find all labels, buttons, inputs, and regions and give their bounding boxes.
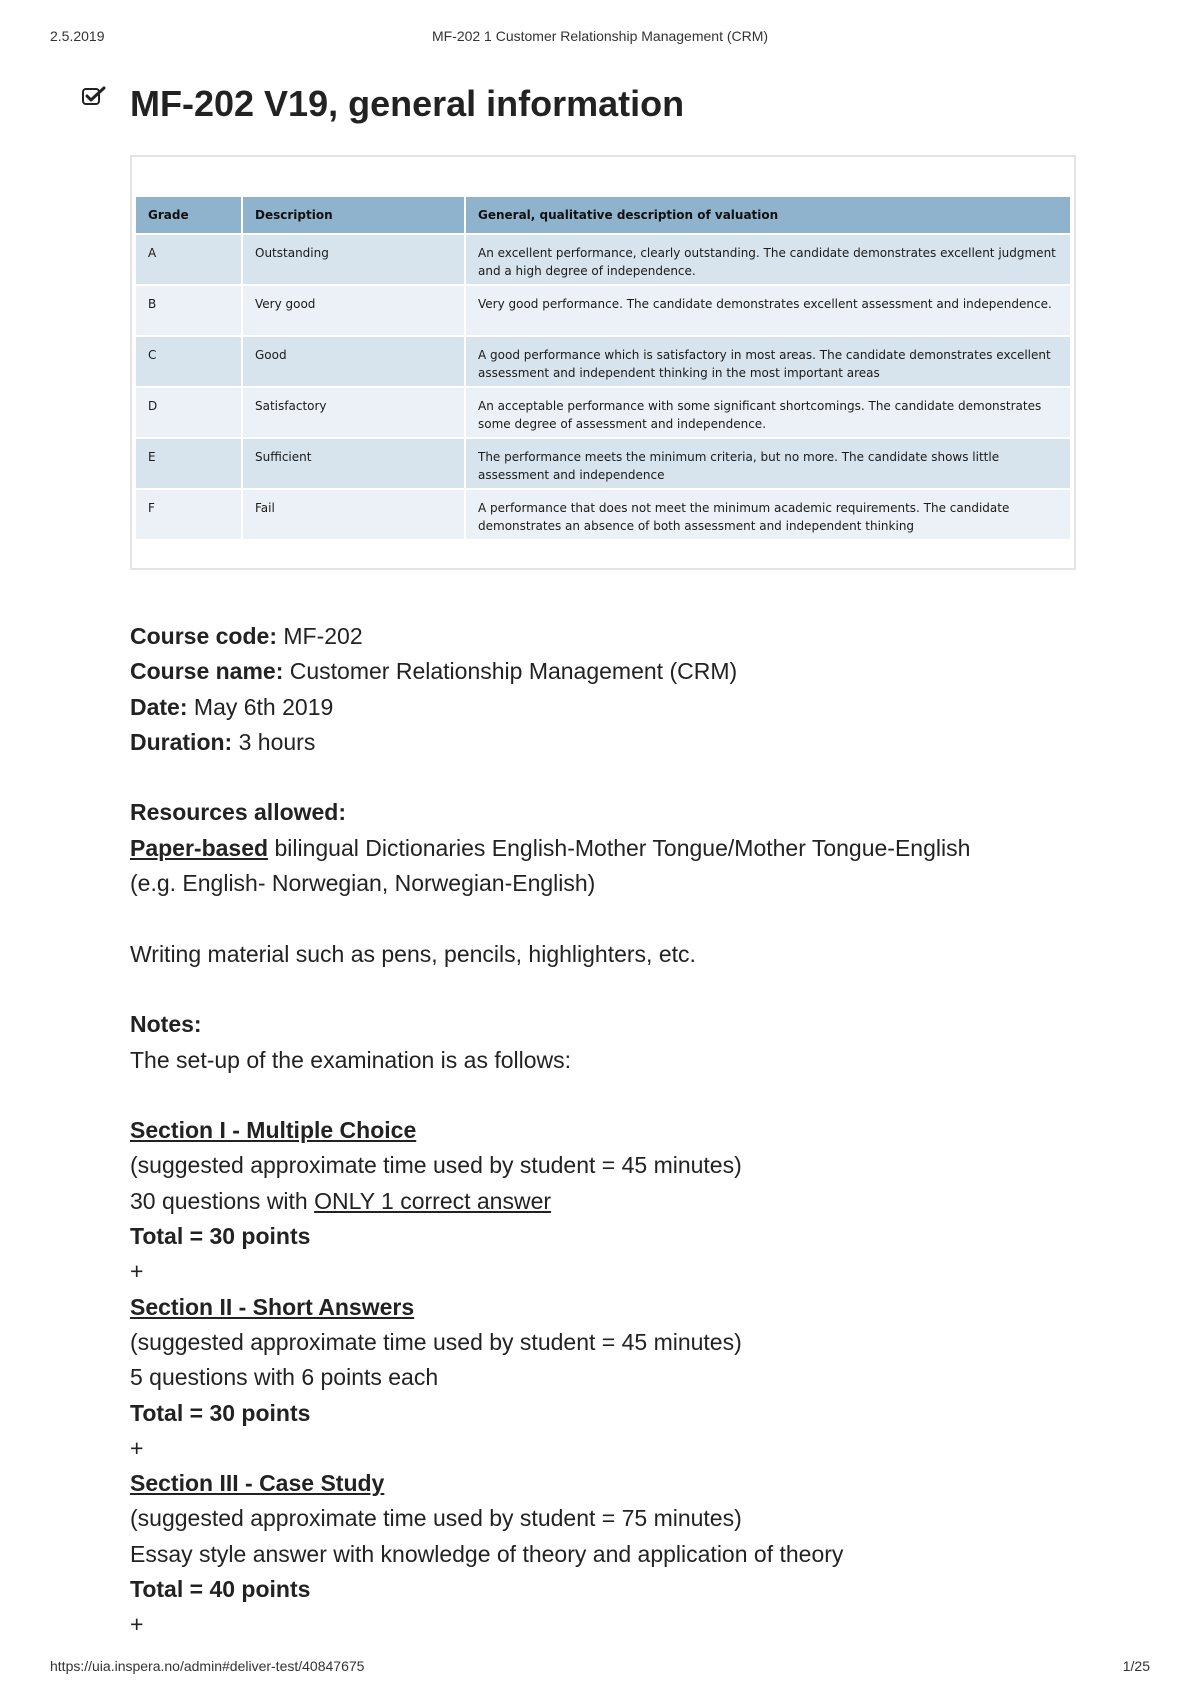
notes-setup: The set-up of the examination is as follows: xyxy=(130,1046,572,1073)
grade-cell: B xyxy=(136,285,242,336)
duration-value: 3 hours xyxy=(238,728,316,755)
print-header xyxy=(0,28,1200,48)
valuation-cell: Very good performance. The candidate demonstrates excellent assessment and independence. xyxy=(465,285,1070,336)
resources-heading: Resources allowed: xyxy=(130,799,347,826)
table-row xyxy=(136,438,1070,489)
description-cell: Outstanding xyxy=(242,234,465,285)
table-row xyxy=(136,234,1070,285)
table-row xyxy=(136,336,1070,387)
resources-writing: Writing material such as pens, pencils, highlighters, etc. xyxy=(130,940,696,967)
table-row xyxy=(136,285,1070,336)
section-3-title: Section III - Case Study xyxy=(130,1470,385,1497)
section-1-time: (suggested approximate time used by student = 45 minutes) xyxy=(130,1152,742,1179)
course-name-label: Course name: xyxy=(130,658,284,685)
column-header-valuation: General, qualitative description of valuation xyxy=(465,197,1070,234)
date-line xyxy=(130,690,1090,725)
section-3-total: Total = 40 points xyxy=(130,1576,311,1603)
column-header-grade: Grade xyxy=(136,197,242,234)
section-2-total: Total = 30 points xyxy=(130,1399,311,1426)
resources-example: (e.g. English- Norwegian, Norwegian-English) xyxy=(130,870,596,897)
print-date: 2.5.2019 xyxy=(50,28,105,44)
table-row xyxy=(136,387,1070,438)
resources-dictionaries-line xyxy=(130,831,1090,866)
description-cell: Good xyxy=(242,336,465,387)
valuation-cell: The performance meets the minimum criteria, but no more. The candidate shows little assessment and independence xyxy=(465,438,1070,489)
grade-cell: D xyxy=(136,387,242,438)
print-title: MF-202 1 Customer Relationship Management (CRM) xyxy=(431,28,769,44)
table-header-row xyxy=(136,197,1070,234)
section-2-detail: 5 questions with 6 points each xyxy=(130,1364,439,1391)
date-value: May 6th 2019 xyxy=(193,693,334,720)
course-code-line xyxy=(130,619,1090,654)
grade-cell: F xyxy=(136,489,242,540)
course-name-line xyxy=(130,654,1090,689)
section-1-detail-emphasis: ONLY 1 correct answer xyxy=(314,1187,552,1214)
description-cell: Sufficient xyxy=(242,438,465,489)
section-3-time: (suggested approximate time used by student = 75 minutes) xyxy=(130,1505,742,1532)
section-3-plus: + xyxy=(130,1611,144,1638)
grade-table-image xyxy=(130,155,1076,570)
course-code-value: MF-202 xyxy=(283,623,363,649)
column-header-description: Description xyxy=(242,197,465,234)
dictionaries-text: bilingual Dictionaries English-Mother Tongue/Mother Tongue-English xyxy=(274,834,971,861)
description-cell: Satisfactory xyxy=(242,387,465,438)
valuation-cell: A good performance which is satisfactory in most areas. The candidate demonstrates excellent assessment and independent thinking in the most important areas xyxy=(465,336,1070,387)
valuation-cell: An acceptable performance with some significant shortcomings. The candidate demonstrates some degree of assessment and independence. xyxy=(465,387,1070,438)
notes-heading: Notes: xyxy=(130,1011,202,1038)
exam-info-body xyxy=(130,619,1090,1643)
checkbox-checked-icon[interactable] xyxy=(82,86,106,106)
section-2-title: Section II - Short Answers xyxy=(130,1293,415,1320)
table-row xyxy=(136,489,1070,540)
section-2-time: (suggested approximate time used by student = 45 minutes) xyxy=(130,1328,742,1355)
print-footer xyxy=(0,1658,1200,1678)
section-1-total: Total = 30 points xyxy=(130,1223,311,1250)
grade-table xyxy=(136,197,1070,541)
description-cell: Very good xyxy=(242,285,465,336)
grade-cell: E xyxy=(136,438,242,489)
page-title: MF-202 V19, general information xyxy=(130,83,685,124)
grade-cell: C xyxy=(136,336,242,387)
valuation-cell: An excellent performance, clearly outstanding. The candidate demonstrates excellent judgment and a high degree of independence. xyxy=(465,234,1070,285)
grade-cell: A xyxy=(136,234,242,285)
section-1-detail xyxy=(130,1184,1090,1219)
paper-based-label: Paper-based xyxy=(130,834,269,861)
course-name-value: Customer Relationship Management (CRM) xyxy=(289,658,738,685)
duration-line xyxy=(130,725,1090,760)
section-1-detail-prefix: 30 questions with xyxy=(130,1187,308,1214)
page-counter: 1/25 xyxy=(1122,1658,1150,1674)
valuation-cell: A performance that does not meet the minimum academic requirements. The candidate demonstrates an absence of both assessment and independent thinking xyxy=(465,489,1070,540)
section-3-detail: Essay style answer with knowledge of theory and application of theory xyxy=(130,1540,844,1567)
print-url: https://uia.inspera.no/admin#deliver-test/40847675 xyxy=(50,1658,365,1674)
section-1-title: Section I - Multiple Choice xyxy=(130,1117,417,1144)
description-cell: Fail xyxy=(242,489,465,540)
course-code-label: Course code: xyxy=(130,623,277,649)
duration-label: Duration: xyxy=(130,728,233,755)
section-1-plus: + xyxy=(130,1258,144,1285)
section-2-plus: + xyxy=(130,1434,144,1461)
date-label: Date: xyxy=(130,693,188,720)
